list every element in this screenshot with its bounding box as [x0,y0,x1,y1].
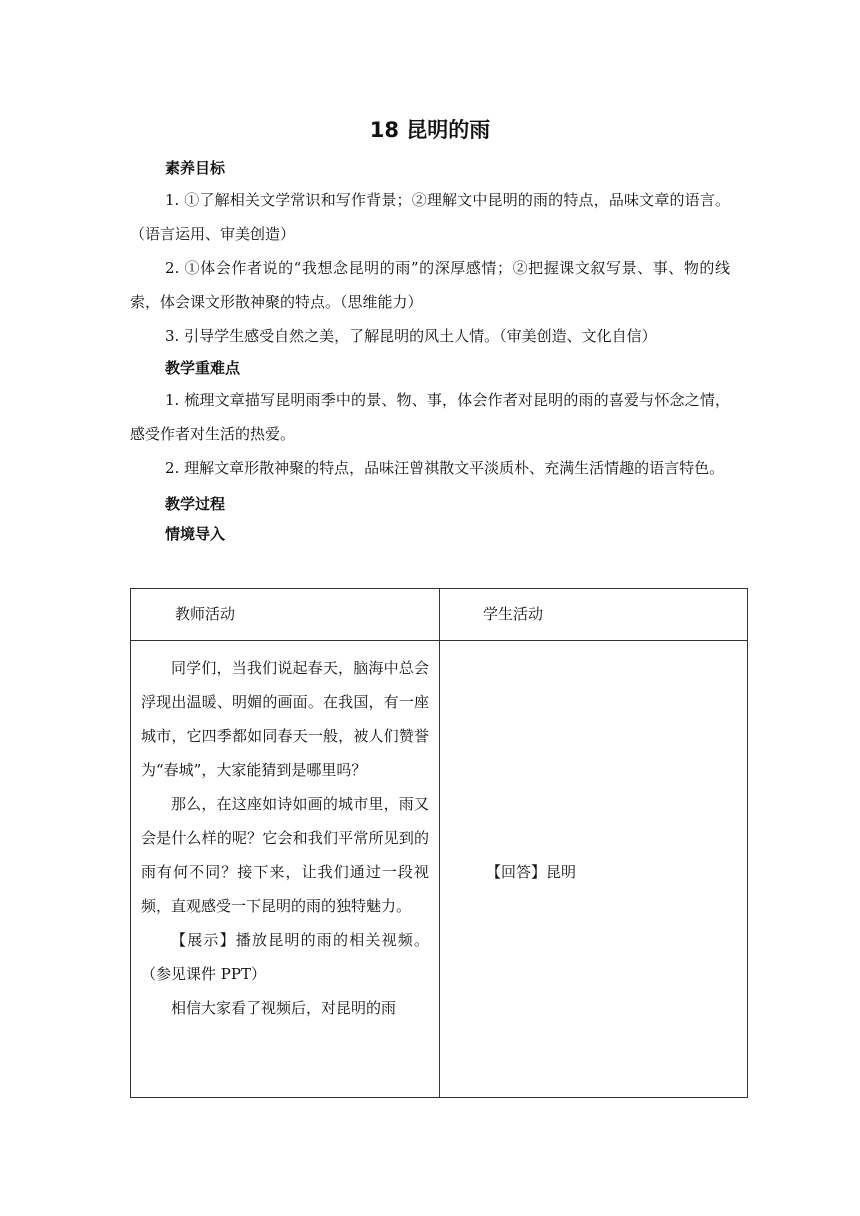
student-activity-cell [440,641,748,1098]
key-points-heading: 教学重难点 [165,359,241,377]
intro-heading: 情境导入 [165,525,226,543]
teacher-paragraph-3: 【展示】播放昆明的雨的相关视频。（参见课件 PPT） [141,931,429,983]
student-answer: 【回答】昆明 [486,863,577,881]
teacher-header: 教师活动 [175,605,236,623]
document-body [130,153,730,549]
teacher-header-cell [131,589,440,641]
goal-item-2: 2. ①体会作者说的“我想念昆明的雨”的深厚感情；②把握课文叙写景、事、物的线索，体会课文形散神聚的特点。（思维能力） [130,259,730,311]
student-header-cell [440,589,748,641]
teacher-paragraph-2: 那么，在这座如诗如画的城市里，雨又会是什么样的呢？它会和我们平常所见到的雨有何不同？接下来，让我们通过一段视频，直观感受一下昆明的雨的独特魅力。 [141,795,429,915]
page-title: 18 昆明的雨 [369,118,491,142]
table-row [131,641,748,1098]
teacher-paragraph-1: 同学们，当我们说起春天，脑海中总会浮现出温暖、明媚的画面。在我国，有一座城市，它四季都如同春天一般，被人们赞誉为“春城”，大家能猜到是哪里吗？ [141,659,429,779]
teacher-activity-cell [131,641,440,1098]
goal-item-3: 3. 引导学生感受自然之美，了解昆明的风土人情。（审美创造、文化自信） [165,327,657,345]
key-point-item-1: 1. 梳理文章描写昆明雨季中的景、物、事，体会作者对昆明的雨的喜爱与怀念之情，感受作者对生活的热爱。 [130,391,730,443]
student-header: 学生活动 [483,605,544,623]
goal-item-1: 1. ①了解相关文学常识和写作背景；②理解文中昆明的雨的特点，品味文章的语言。（语言运用、审美创造） [130,191,730,243]
goals-heading: 素养目标 [165,159,226,177]
activity-table [130,588,748,1098]
process-heading: 教学过程 [165,495,226,513]
teacher-paragraph-4: 相信大家看了视频后，对昆明的雨 [171,999,397,1017]
key-point-item-2: 2. 理解文章形散神聚的特点，品味汪曾祺散文平淡质朴、充满生活情趣的语言特色。 [165,459,725,477]
table-header-row [131,589,748,641]
